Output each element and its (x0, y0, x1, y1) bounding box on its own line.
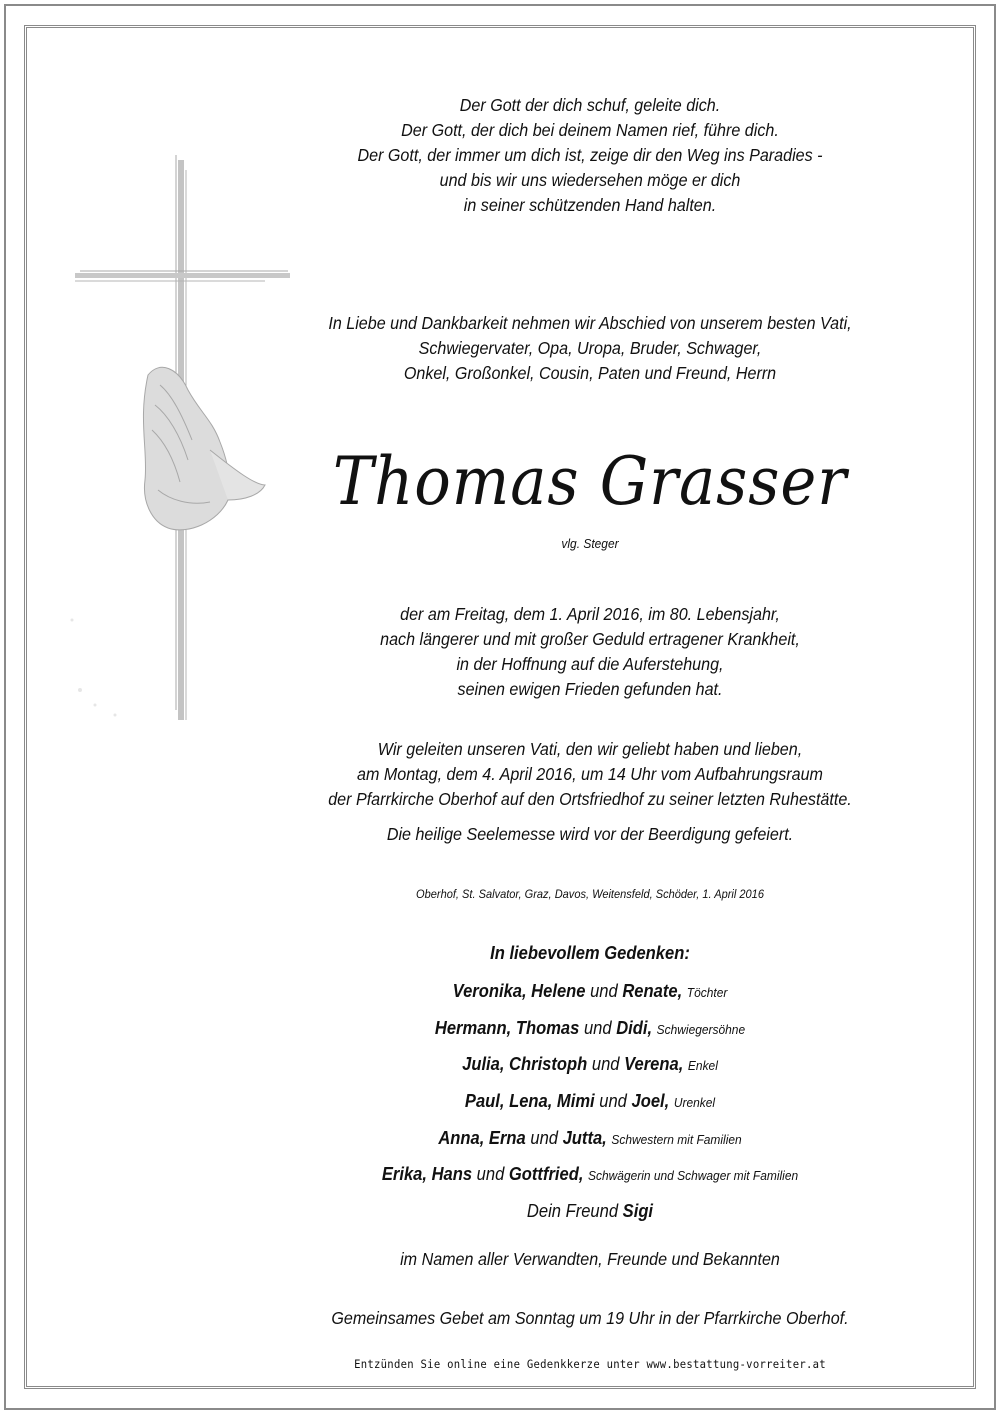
prayer-block (286, 1306, 893, 1331)
mass-block (286, 822, 893, 847)
mourner-conjunction: und (587, 1054, 625, 1075)
mourner-names: Paul, Lena, Mimi (464, 1091, 595, 1112)
mourner-line (286, 1016, 893, 1053)
intro-block (286, 311, 893, 386)
closing-line: im Namen aller Verwandten, Freunde und Bekannten (400, 1249, 780, 1269)
verse-line: Der Gott, der immer um dich ist, zeige dir den Weg ins Paradies - (357, 145, 823, 165)
mourner-conjunction: und (594, 1091, 632, 1112)
mourner-conjunction: und (525, 1127, 563, 1148)
mourner-line (286, 1089, 893, 1126)
mourner-conjunction: und (585, 981, 623, 1001)
mourner-line (286, 1052, 893, 1089)
mourner-relation: Schwiegersöhne (656, 1021, 746, 1037)
mourner-line (286, 1162, 893, 1199)
death-notice-line: der am Freitag, dem 1. April 2016, im 80. Lebensjahr, (400, 604, 780, 624)
mourner-names: Anna, Erna (438, 1127, 526, 1148)
memorial-heading: In liebevollem Gedenken: (490, 943, 690, 963)
place-date-block (286, 886, 893, 902)
mourner-relation: Töchter (686, 985, 728, 1000)
praying-hands-icon (143, 367, 265, 530)
mourner-conjunction: und (472, 1164, 509, 1185)
mourner-names: Renate, (622, 981, 683, 1001)
memorial-heading-block (286, 941, 893, 966)
deceased-name: Thomas Grasser (332, 443, 848, 520)
verse-line: Der Gott, der dich bei deinem Namen rief, führe dich. (401, 120, 779, 140)
mourner-names: Hermann, Thomas (434, 1017, 580, 1038)
mourner-conjunction: und (579, 1017, 617, 1038)
mourners-list (286, 979, 893, 1236)
mourner-line (286, 1199, 893, 1236)
death-notice-line: seinen ewigen Frieden gefunden hat. (457, 679, 723, 699)
funeral-line: der Pfarrkirche Oberhof auf den Ortsfriedhof zu seiner letzten Ruhestätte. (328, 789, 852, 809)
footer-block (286, 1352, 893, 1377)
mourner-relation: Urenkel (673, 1095, 716, 1111)
mourner-names: Julia, Christoph (462, 1054, 588, 1075)
mourner-names: Veronika, Helene (452, 981, 586, 1001)
funeral-block (286, 737, 893, 812)
intro-line: Schwiegervater, Opa, Uropa, Bruder, Schwager, (418, 338, 762, 358)
place-date: Oberhof, St. Salvator, Graz, Davos, Weitensfeld, Schöder, 1. April 2016 (416, 887, 764, 901)
mourner-names: Jutta, (562, 1127, 607, 1148)
mourner-names: Sigi (622, 1201, 654, 1222)
mourner-names: Joel, (631, 1091, 670, 1112)
verse-line: in seiner schützenden Hand halten. (463, 195, 717, 215)
funeral-line: Wir geleiten unseren Vati, den wir geliebt haben und lieben, (377, 739, 803, 759)
death-notice-line: in der Hoffnung auf die Auferstehung, (456, 654, 724, 674)
mourner-line (286, 979, 893, 1016)
paper-speckle (71, 619, 117, 717)
verse-line: und bis wir uns wiedersehen möge er dich (439, 170, 741, 190)
death-notice-line: nach längerer und mit großer Geduld ertragener Krankheit, (380, 629, 800, 649)
mourner-relation: Schwestern mit Familien (611, 1131, 742, 1147)
death-notice-block (286, 602, 893, 702)
funeral-line: am Montag, dem 4. April 2016, um 14 Uhr vom Aufbahrungsraum (357, 764, 823, 784)
mourner-line (286, 1126, 893, 1163)
mass-notice: Die heilige Seelemesse wird vor der Beerdigung gefeiert. (386, 824, 794, 844)
nickname-block (286, 535, 893, 553)
mourner-names: Gottfried, (508, 1164, 584, 1185)
deceased-nickname: vlg. Steger (561, 536, 619, 551)
verse-block (286, 93, 893, 218)
intro-line: In Liebe und Dankbarkeit nehmen wir Abschied von unserem besten Vati, (328, 313, 852, 333)
mourner-names: Didi, (616, 1017, 653, 1038)
mourner-relation: Enkel (687, 1058, 718, 1074)
footer-note: Entzünden Sie online eine Gedenkkerze unter www.bestattung-vorreiter.at (354, 1357, 826, 1371)
mourner-names: Erika, Hans (381, 1164, 473, 1185)
mourner-prefix: Dein Freund (526, 1201, 623, 1222)
mourner-relation: Schwägerin und Schwager mit Familien (588, 1168, 799, 1184)
cross-with-praying-hands-image (60, 150, 300, 730)
verse-line: Der Gott der dich schuf, geleite dich. (459, 95, 721, 115)
deceased-name-block (286, 442, 893, 522)
prayer-notice: Gemeinsames Gebet am Sonntag um 19 Uhr in der Pfarrkirche Oberhof. (331, 1308, 849, 1328)
closing-block (286, 1247, 893, 1272)
cross-horizontal-beam (75, 273, 290, 278)
mourner-names: Verena, (624, 1054, 684, 1075)
intro-line: Onkel, Großonkel, Cousin, Paten und Freund, Herrn (403, 363, 777, 383)
